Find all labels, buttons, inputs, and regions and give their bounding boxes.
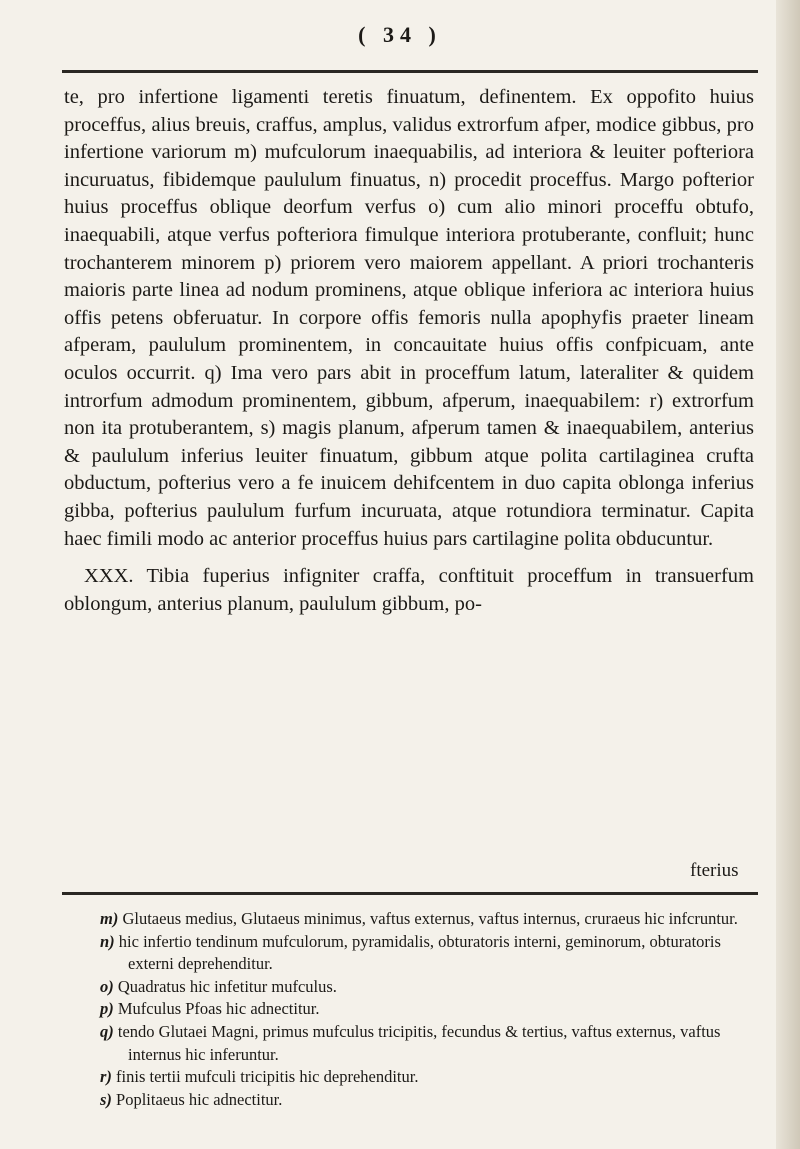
footnote-o: o) Quadratus hic infetitur mufculus.: [100, 976, 337, 996]
footnotes: [100, 908, 760, 1111]
page-number: ( 34 ): [358, 22, 442, 47]
footnote-s: s) Poplitaeus hic adnectitur.: [100, 1089, 283, 1109]
paragraph-tibia: XXX. Tibia fuperius infigniter craffa, conftituit proceffum in transuerfum oblongum, anterius planum, paululum gibbum, po-: [64, 565, 754, 615]
footnote-n: n) hic infertio tendinum mufculorum, pyramidalis, obturatoris interni, geminorum, obturatoris externi deprehenditur.: [100, 931, 721, 974]
footnote-q: q) tendo Glutaei Magni, primus mufculus tricipitis, fecundus & tertius, vaftus externus, vaftus internus hic inferuntur.: [100, 1021, 721, 1064]
page-header: [0, 22, 800, 48]
footnote-p: p) Mufculus Pfoas hic adnectitur.: [100, 999, 320, 1019]
footnote-r: r) finis tertii mufculi tricipitis hic deprehenditur.: [100, 1067, 419, 1087]
paragraph-femur: te, pro infertione ligamenti teretis finuatum, definentem. Ex oppofito huius proceffus, alius breuis, craffus, amplus, validus extrorfum afper, modice gibbus, pro infertione variorum m) mufculorum inaequabilis, ad interiora & leuiter pofteriora incuruatus, fibidemque paululum finuatus, n) procedit proceffus. Margo pofterior huius proceffus oblique deorfum verfus o) cum alio minori proceffu obtufo, inaequabili, atque verfus pofteriora fimulque interiora protuberante, confluit; hunc trochanterem minorem p) priorem vero maiorem appellant. A priori trochanteris maioris parte linea ad nodum prominens, atque oblique inferiora ac interiora huius offis petens obferuatur. In corpore offis femoris nulla apophyfis praeter lineam afperam, paululum prominentem, in concauitate huius offis confpicuam, ante oculos occurrit. q) Ima vero pars abit in proceffum latum, lateraliter & quidem introrfum admodum prominentem, gibbum, afperum, inaequabilem: r) extrorfum non ita protuberantem, s) magis planum, afperum tamen & inaequabilem, anterius & paululum inferius leuiter finuatum, gibbum atque polita cartilaginea crufta obductum, pofterius vero a fe inuicem dehifcentem in duo capita oblonga inferius gibba, pofterius paululum furfum incuruata, atque rotundiora terminatur. Capita haec fimili modo ac anterior proceffus huius pars cartilagine polita obducuntur.: [64, 86, 754, 550]
main-text: [64, 84, 754, 618]
catchword: fterius: [690, 860, 739, 881]
page-edge-shadow: [776, 0, 800, 1149]
footnote-m: m) Glutaeus medius, Glutaeus minimus, vaftus externus, vaftus internus, cruraeus hic infcruntur.: [100, 909, 738, 928]
header-rule: [62, 70, 758, 73]
footnote-rule: [62, 892, 758, 895]
